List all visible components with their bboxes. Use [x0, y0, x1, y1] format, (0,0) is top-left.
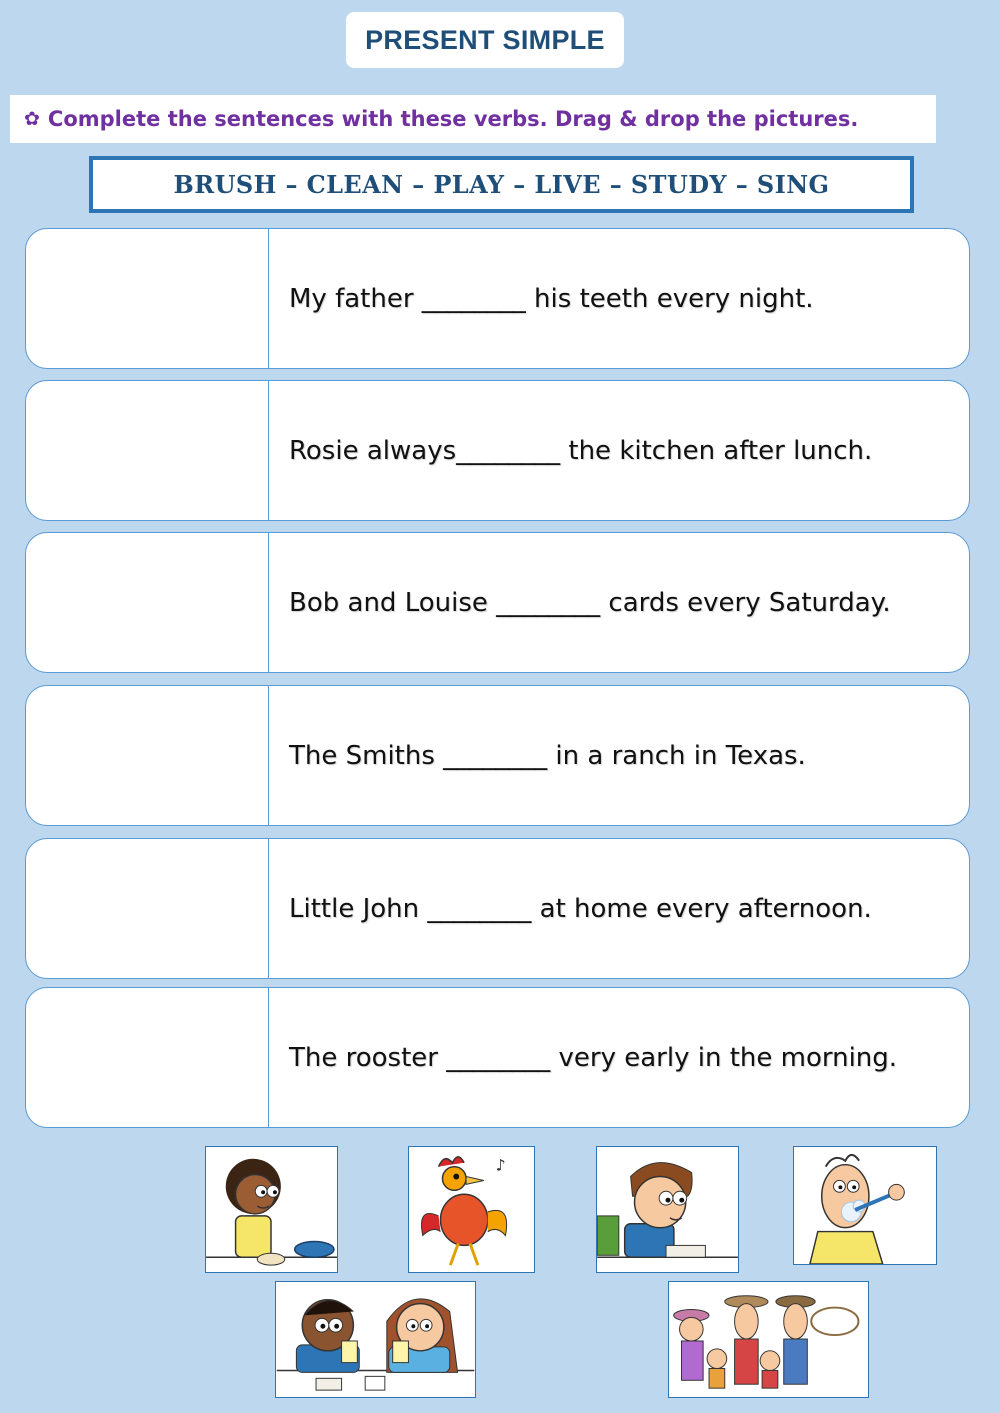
- drop-zone[interactable]: [26, 839, 269, 978]
- sentence-row: [25, 987, 970, 1128]
- sentence-text: My father ________ his teeth every night.: [289, 283, 814, 314]
- sentence-row: [25, 532, 970, 673]
- sentence-row: [25, 380, 970, 521]
- sentence-row: [25, 685, 970, 826]
- page-title: PRESENT SIMPLE: [346, 12, 624, 68]
- rooster-singing-picture[interactable]: [408, 1146, 535, 1273]
- verbs-box: BRUSH – CLEAN – PLAY – LIVE – STUDY – SING: [89, 156, 914, 213]
- svg-text:♪: ♪: [495, 1155, 506, 1175]
- boy-studying-picture[interactable]: [596, 1146, 739, 1273]
- gear-icon: ✿: [24, 108, 40, 130]
- sentence-text: Little John ________ at home every afternoon.: [289, 893, 872, 924]
- sentence-row: [25, 228, 970, 369]
- kids-playing-cards-picture[interactable]: [275, 1281, 476, 1398]
- sentence-row: [25, 838, 970, 979]
- drop-zone[interactable]: [26, 988, 269, 1127]
- sentence-text: Rosie always________ the kitchen after lunch.: [289, 435, 873, 466]
- sentence-text: Bob and Louise ________ cards every Saturday.: [289, 587, 891, 618]
- drop-zone[interactable]: [26, 381, 269, 520]
- instruction-bar: [10, 95, 936, 143]
- instruction-text: Complete the sentences with these verbs. Drag & drop the pictures.: [47, 107, 859, 131]
- girl-cleaning-picture[interactable]: [205, 1146, 338, 1273]
- drop-zone[interactable]: [26, 533, 269, 672]
- drop-zone[interactable]: [26, 229, 269, 368]
- drop-zone[interactable]: [26, 686, 269, 825]
- sentence-text: The Smiths ________ in a ranch in Texas.: [289, 740, 806, 771]
- cowboy-family-picture[interactable]: [668, 1281, 869, 1398]
- sentence-text: The rooster ________ very early in the morning.: [289, 1042, 898, 1073]
- man-brushing-teeth-picture[interactable]: [793, 1146, 937, 1265]
